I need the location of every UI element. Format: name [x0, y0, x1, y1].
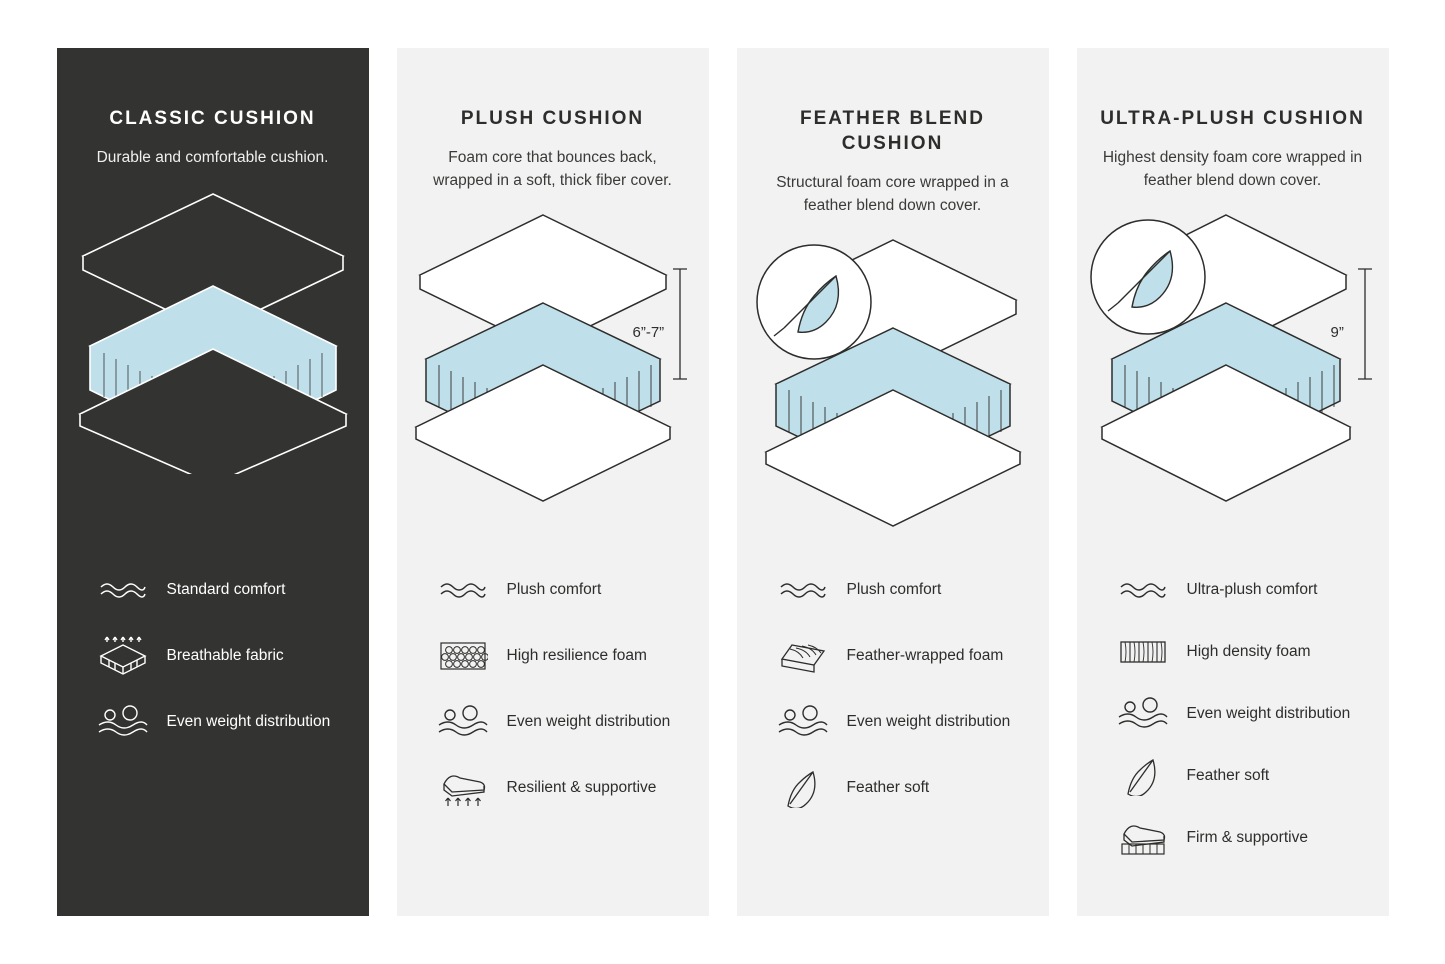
feature-label: Resilient & supportive [506, 778, 657, 796]
feature-label: Plush comfort [506, 580, 602, 598]
feature-list [737, 568, 1049, 832]
wave-icon [435, 579, 491, 601]
feature-label: Plush comfort [846, 580, 942, 598]
list-item[interactable] [775, 766, 1017, 810]
list-item[interactable] [435, 568, 677, 612]
card-description: Structural foam core wrapped in a feather blend down cover. [776, 174, 1009, 215]
card-description: Highest density foam core wrapped in feather blend down cover. [1102, 149, 1363, 190]
list-item[interactable] [95, 568, 337, 612]
feature-label: Feather soft [1186, 766, 1270, 784]
feature-label: Even weight distribution [506, 712, 671, 730]
list-item[interactable] [1115, 692, 1357, 736]
page-title: ULTRA-PLUSH CUSHION [1100, 108, 1365, 129]
weight-distribution-icon [775, 705, 831, 739]
feature-label: Firm & supportive [1186, 828, 1308, 846]
page-title: FEATHER BLEND CUSHION [799, 108, 986, 155]
list-item[interactable] [435, 766, 677, 810]
feature-label: Feather soft [846, 778, 930, 796]
list-item[interactable] [1115, 754, 1357, 798]
list-item[interactable] [95, 634, 337, 678]
breathable-fabric-icon [95, 636, 151, 676]
weight-distribution-icon [1115, 697, 1171, 731]
feature-list [397, 568, 709, 832]
dimension-label: 9” [1330, 323, 1344, 341]
card-ultra-plush-cushion[interactable] [1077, 48, 1389, 916]
card-description: Durable and comfortable cushion. [96, 149, 329, 167]
wave-icon [95, 579, 151, 601]
list-item[interactable] [775, 634, 1017, 678]
feather-badge-icon [757, 245, 871, 359]
dimension-label: 6”-7” [632, 323, 665, 341]
exploded-cushion-diagram-classic [57, 184, 369, 484]
feature-label: Breathable fabric [166, 646, 284, 664]
exploded-cushion-diagram-plush [397, 207, 709, 507]
density-foam-icon [1115, 637, 1171, 667]
dimension-indicator [1358, 269, 1372, 379]
card-description: Foam core that bounces back, wrapped in a soft, thick fiber cover. [433, 149, 672, 190]
feature-list [1077, 568, 1389, 882]
feature-label: Ultra-plush comfort [1186, 580, 1318, 598]
feather-wrapped-foam-icon [775, 637, 831, 675]
exploded-cushion-diagram-ultra-plush [1077, 207, 1389, 507]
feature-list [57, 568, 369, 766]
list-item[interactable] [435, 634, 677, 678]
list-item[interactable] [775, 700, 1017, 744]
exploded-cushion-diagram-feather-blend [737, 232, 1049, 532]
card-classic-cushion[interactable] [57, 48, 369, 916]
list-item[interactable] [775, 568, 1017, 612]
feature-label: Even weight distribution [166, 712, 331, 730]
page-title: PLUSH CUSHION [460, 108, 645, 129]
feature-label: Feather-wrapped foam [846, 646, 1004, 664]
feature-label: High resilience foam [506, 646, 647, 664]
wave-icon [775, 579, 831, 601]
firm-supportive-icon [1115, 820, 1171, 856]
list-item[interactable] [1115, 568, 1357, 612]
feather-icon [1115, 756, 1171, 796]
wave-icon [1115, 579, 1171, 601]
card-feather-blend-cushion[interactable] [737, 48, 1049, 916]
feather-icon [775, 768, 831, 808]
supportive-seat-icon [435, 768, 491, 808]
feature-label: High density foam [1186, 642, 1311, 660]
list-item[interactable] [95, 700, 337, 744]
feature-label: Even weight distribution [1186, 704, 1351, 722]
list-item[interactable] [1115, 816, 1357, 860]
weight-distribution-icon [95, 705, 151, 739]
weight-distribution-icon [435, 705, 491, 739]
feature-label: Standard comfort [166, 580, 286, 598]
dimension-indicator [673, 269, 687, 379]
page-title: CLASSIC CUSHION [109, 108, 316, 129]
feature-label: Even weight distribution [846, 712, 1011, 730]
list-item[interactable] [1115, 630, 1357, 674]
card-plush-cushion[interactable] [397, 48, 709, 916]
honeycomb-foam-icon [435, 639, 491, 673]
list-item[interactable] [435, 700, 677, 744]
feather-badge-icon [1091, 220, 1205, 334]
